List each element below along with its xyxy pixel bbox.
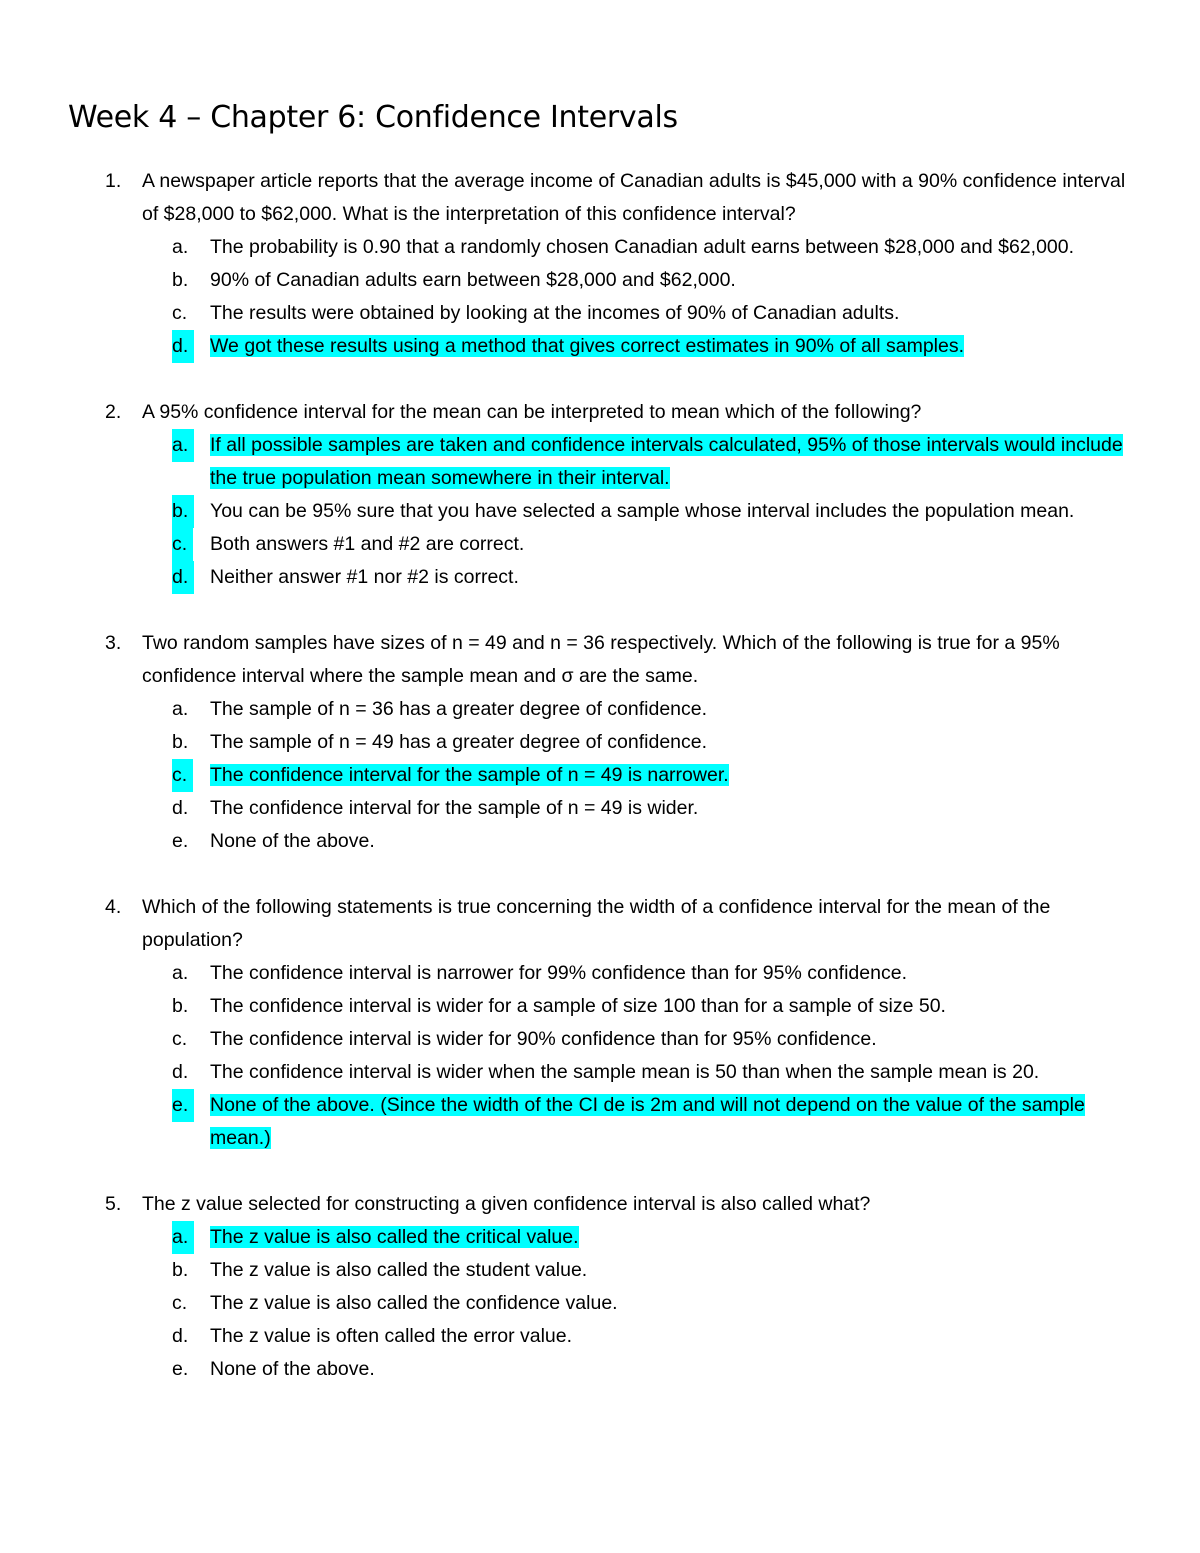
option-text: None of the above.	[210, 1358, 375, 1380]
answer-option	[142, 495, 1130, 528]
option-letter: c.	[172, 528, 193, 561]
option-letter: c.	[172, 302, 188, 324]
answer-option	[142, 792, 1130, 825]
answer-option	[142, 231, 1130, 264]
option-text: The confidence interval is narrower for 99% confidence than for 95% confidence.	[210, 962, 907, 984]
answer-options	[142, 429, 1130, 594]
option-text: The confidence interval is wider for a sample of size 100 than for a sample of size 50.	[210, 995, 946, 1017]
answer-option	[142, 990, 1130, 1023]
question-number: 5.	[105, 1193, 122, 1215]
question-1	[68, 165, 1130, 363]
option-letter: e.	[172, 1358, 189, 1380]
question-5	[68, 1188, 1130, 1386]
answer-option	[142, 528, 1130, 561]
highlighted-answer-text: The z value is also called the critical value.	[210, 1226, 579, 1248]
option-letter: c.	[172, 1292, 188, 1314]
answer-option	[142, 264, 1130, 297]
question-number: 4.	[105, 896, 122, 918]
answer-option	[142, 759, 1130, 792]
option-letter: d.	[172, 1325, 189, 1347]
option-text: The z value is also called the confidence value.	[210, 1292, 618, 1314]
option-letter: d.	[172, 561, 194, 594]
answer-option	[142, 726, 1130, 759]
highlighted-answer-text: The confidence interval for the sample of n = 49 is narrower.	[210, 764, 729, 786]
answer-options	[142, 957, 1130, 1155]
highlighted-answer-text: If all possible samples are taken and confidence intervals calculated, 95% of those intervals would include the true population mean somewhere in their interval.	[210, 434, 1123, 489]
answer-option	[142, 957, 1130, 990]
question-number: 2.	[105, 401, 122, 423]
option-letter: c.	[172, 1028, 188, 1050]
option-letter: a.	[172, 429, 194, 462]
answer-options	[142, 231, 1130, 363]
option-text: The sample of n = 36 has a greater degree of confidence.	[210, 698, 708, 720]
answer-option	[142, 561, 1130, 594]
answer-option	[142, 330, 1130, 363]
answer-option	[142, 825, 1130, 858]
option-letter: b.	[172, 495, 194, 528]
option-letter: a.	[172, 236, 189, 258]
highlighted-answer-text: None of the above. (Since the width of the CI de is 2m and will not depend on the value of the sample mean.)	[210, 1094, 1085, 1149]
question-3	[68, 627, 1130, 858]
answer-option	[142, 1287, 1130, 1320]
option-text: The confidence interval is wider when the sample mean is 50 than when the sample mean is 20.	[210, 1061, 1040, 1083]
question-4	[68, 891, 1130, 1155]
question-text: The z value selected for constructing a given confidence interval is also called what?	[142, 1193, 871, 1215]
option-text: The z value is also called the student value.	[210, 1259, 588, 1281]
page-title: Week 4 – Chapter 6: Confidence Intervals	[68, 100, 678, 135]
answer-options	[142, 693, 1130, 858]
question-text: Two random samples have sizes of n = 49 and n = 36 respectively. Which of the following is true for a 95% confidence interval where the sample mean and σ are the same.	[142, 632, 1060, 687]
option-letter: e.	[172, 1089, 194, 1122]
option-letter: b.	[172, 269, 189, 291]
answer-option	[142, 1254, 1130, 1287]
question-number: 1.	[105, 170, 122, 192]
option-letter: c.	[172, 759, 193, 792]
answer-option	[142, 693, 1130, 726]
answer-option	[142, 1089, 1130, 1155]
option-text: You can be 95% sure that you have selected a sample whose interval includes the population mean.	[210, 500, 1075, 522]
highlighted-answer-text: We got these results using a method that gives correct estimates in 90% of all samples.	[210, 335, 965, 357]
question-text: A newspaper article reports that the average income of Canadian adults is $45,000 with a 90% confidence interval of $28,000 to $62,000. What is the interpretation of this confidence interval?	[142, 170, 1126, 225]
option-letter: d.	[172, 1061, 189, 1083]
option-letter: a.	[172, 962, 189, 984]
question-number: 3.	[105, 632, 122, 654]
option-text: The confidence interval is wider for 90% confidence than for 95% confidence.	[210, 1028, 877, 1050]
option-letter: b.	[172, 1259, 189, 1281]
question-list	[68, 165, 1130, 1386]
question-2	[68, 396, 1130, 594]
option-text: Both answers #1 and #2 are correct.	[210, 533, 525, 555]
option-text: The z value is often called the error value.	[210, 1325, 573, 1347]
question-text: A 95% confidence interval for the mean can be interpreted to mean which of the following?	[142, 401, 922, 423]
answer-option	[142, 1221, 1130, 1254]
option-text: 90% of Canadian adults earn between $28,000 and $62,000.	[210, 269, 736, 291]
option-letter: e.	[172, 830, 189, 852]
answer-option	[142, 1023, 1130, 1056]
option-letter: d.	[172, 330, 194, 363]
option-text: The confidence interval for the sample of n = 49 is wider.	[210, 797, 699, 819]
option-text: The sample of n = 49 has a greater degree of confidence.	[210, 731, 708, 753]
option-text: Neither answer #1 nor #2 is correct.	[210, 566, 519, 588]
answer-option	[142, 429, 1130, 495]
answer-options	[142, 1221, 1130, 1386]
question-text: Which of the following statements is true concerning the width of a confidence interval for the mean of the population?	[142, 896, 1051, 951]
answer-option	[142, 297, 1130, 330]
option-text: The results were obtained by looking at the incomes of 90% of Canadian adults.	[210, 302, 900, 324]
option-letter: b.	[172, 995, 189, 1017]
option-text: The probability is 0.90 that a randomly chosen Canadian adult earns between $28,000 and $62,000.	[210, 236, 1075, 258]
option-text: None of the above.	[210, 830, 375, 852]
option-letter: a.	[172, 698, 189, 720]
option-letter: a.	[172, 1221, 194, 1254]
answer-option	[142, 1320, 1130, 1353]
option-letter: b.	[172, 731, 189, 753]
answer-option	[142, 1056, 1130, 1089]
option-letter: d.	[172, 797, 189, 819]
answer-option	[142, 1353, 1130, 1386]
